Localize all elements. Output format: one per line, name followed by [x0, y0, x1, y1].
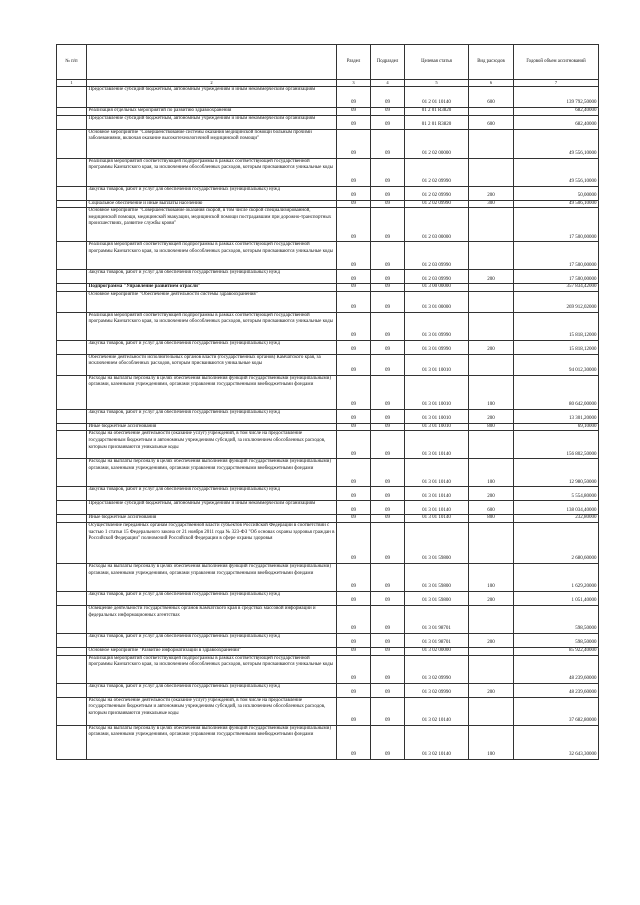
row-name: Реализация мероприятий соответствующей подпрограммы в рамках соответствующей государственной программы Камчатского края, за исключением обособленных расходов, которым присваиваются уникальные коды — [87, 242, 337, 270]
table-row — [57, 683, 599, 697]
row-section: 09 — [337, 683, 371, 697]
row-number — [57, 515, 87, 523]
row-target: 01 2 01 10140 — [405, 87, 469, 108]
row-name: Закупка товаров, работ и услуг для обеспечения государственных (муниципальных) нужд — [87, 633, 337, 647]
row-target: 01 3 01 10140 — [405, 431, 469, 459]
row-subsection: 09 — [371, 291, 405, 312]
row-type: 800 — [469, 515, 514, 523]
row-name: Расходы на выплаты персоналу в целях обеспечения выполнения функций государственными (муниципальными) органами, казенными учреждениями, органами управления государственными внебюджетными фондами — [87, 375, 337, 409]
row-number — [57, 115, 87, 129]
row-name: Расходы на обеспечение деятельности (оказание услуг) учреждений, в том числе на предоставление государственным бюджетным и автономным учреждениям субсидий, за исключением обособленных расходов, которым присваиваются уникальные коды — [87, 697, 337, 725]
table-row — [57, 291, 599, 312]
row-section: 09 — [337, 605, 371, 633]
row-subsection: 09 — [371, 647, 405, 655]
budget-table — [56, 44, 599, 760]
row-target: 01 2 01 R3820 — [405, 115, 469, 129]
row-name: Предоставление субсидий бюджетным, автономным учреждениям и иным некоммерческим организациям — [87, 87, 337, 108]
table-row — [57, 515, 599, 523]
row-type: 200 — [469, 683, 514, 697]
table-row — [57, 340, 599, 354]
table-row — [57, 208, 599, 242]
row-subsection: 09 — [371, 633, 405, 647]
table-row — [57, 409, 599, 423]
row-type — [469, 605, 514, 633]
row-number — [57, 158, 87, 186]
table-row — [57, 633, 599, 647]
row-target: 01 3 00 00000 — [405, 284, 469, 292]
row-number — [57, 563, 87, 591]
row-target: 01 3 02 10140 — [405, 725, 469, 759]
row-type: 300 — [469, 200, 514, 208]
row-target: 01 3 02 00000 — [405, 647, 469, 655]
table-row — [57, 87, 599, 108]
row-subsection: 09 — [371, 605, 405, 633]
row-name: Предоставление субсидий бюджетным, автономным учреждениям и иным некоммерческим организациям — [87, 501, 337, 515]
row-section: 09 — [337, 655, 371, 683]
row-amount: 15 818,12000 — [514, 340, 599, 354]
row-amount: 1 629,20000 — [514, 563, 599, 591]
row-name: Предоставление субсидий бюджетным, автономным учреждениям и иным некоммерческим организациям — [87, 115, 337, 129]
row-name: Основное мероприятие "Развитие информатизации в здравоохранении" — [87, 647, 337, 655]
row-section: 09 — [337, 129, 371, 158]
row-target: 01 3 01 98701 — [405, 633, 469, 647]
row-subsection: 09 — [371, 423, 405, 431]
row-subsection: 09 — [371, 186, 405, 200]
row-section: 09 — [337, 633, 371, 647]
row-section: 09 — [337, 423, 371, 431]
row-number — [57, 87, 87, 108]
row-type — [469, 242, 514, 270]
row-number — [57, 186, 87, 200]
row-section: 09 — [337, 312, 371, 340]
row-target: 01 3 01 10010 — [405, 409, 469, 423]
row-name: Расходы на выплаты персоналу в целях обеспечения выполнения функций государственными (муниципальными) органами, казенными учреждениями, органами управления государственными внебюджетными фондами — [87, 459, 337, 487]
row-name: Расходы на выплаты персоналу в целях обеспечения выполнения функций государственными (муниципальными) органами, казенными учреждениями, органами управления государственными внебюджетными фондами — [87, 725, 337, 759]
row-subsection: 09 — [371, 270, 405, 284]
row-type — [469, 129, 514, 158]
row-amount: 139 792,50000 — [514, 87, 599, 108]
row-target: 01 3 02 09990 — [405, 655, 469, 683]
column-number: 3 — [337, 80, 371, 87]
row-name: Обеспечение деятельности исполнительных органов власти (государственных органов) Камчатского края, за исключением обособленных расходов, которым присваиваются уникальные коды — [87, 354, 337, 375]
row-name: Подпрограмма "Управление развитием отрасли" — [87, 284, 337, 292]
row-type: 100 — [469, 563, 514, 591]
table-row — [57, 375, 599, 409]
table-row — [57, 115, 599, 129]
row-type — [469, 312, 514, 340]
row-amount: 49 506,10000 — [514, 200, 599, 208]
row-section: 09 — [337, 459, 371, 487]
table-row — [57, 431, 599, 459]
row-number — [57, 200, 87, 208]
table-row — [57, 655, 599, 683]
table-row — [57, 487, 599, 501]
row-amount: 12 980,50000 — [514, 459, 599, 487]
header-name — [87, 45, 337, 80]
row-subsection: 09 — [371, 115, 405, 129]
row-number — [57, 605, 87, 633]
row-target: 01 3 01 09990 — [405, 340, 469, 354]
row-type: 800 — [469, 423, 514, 431]
row-type — [469, 291, 514, 312]
table-row — [57, 697, 599, 725]
row-number — [57, 647, 87, 655]
header-subsection: Подраздел — [371, 45, 405, 80]
header-type: Вид расходов — [469, 45, 514, 80]
column-number: 7 — [514, 80, 599, 87]
row-section: 09 — [337, 340, 371, 354]
row-subsection: 09 — [371, 501, 405, 515]
row-section: 09 — [337, 270, 371, 284]
table-row — [57, 158, 599, 186]
row-name: Закупка товаров, работ и услуг для обеспечения государственных (муниципальных) нужд — [87, 591, 337, 605]
row-number — [57, 312, 87, 340]
row-amount: 138 034,40000 — [514, 501, 599, 515]
row-subsection: 09 — [371, 242, 405, 270]
row-target: 01 3 01 10140 — [405, 487, 469, 501]
row-section: 09 — [337, 354, 371, 375]
row-number — [57, 270, 87, 284]
row-number — [57, 501, 87, 515]
row-section: 09 — [337, 108, 371, 116]
row-name: Основное мероприятие "Совершенствование системы оказания медицинской помощи больным прочими заболеваниями, включая оказание высокотехнологичной медицинской помощи" — [87, 129, 337, 158]
row-subsection: 09 — [371, 459, 405, 487]
row-number — [57, 409, 87, 423]
row-target: 01 3 01 98701 — [405, 605, 469, 633]
row-type — [469, 208, 514, 242]
row-amount: 17 500,00000 — [514, 242, 599, 270]
row-subsection: 09 — [371, 158, 405, 186]
row-target: 01 3 01 59800 — [405, 591, 469, 605]
row-name: Социальное обеспечение и иные выплаты населению — [87, 200, 337, 208]
table-row — [57, 312, 599, 340]
row-amount: 15 818,12000 — [514, 312, 599, 340]
row-number — [57, 591, 87, 605]
row-section: 09 — [337, 725, 371, 759]
row-type — [469, 158, 514, 186]
row-number — [57, 284, 87, 292]
row-target: 01 3 01 10010 — [405, 354, 469, 375]
table-row — [57, 522, 599, 563]
row-number — [57, 633, 87, 647]
row-section: 09 — [337, 515, 371, 523]
row-number — [57, 354, 87, 375]
table-row — [57, 242, 599, 270]
row-type: 600 — [469, 501, 514, 515]
row-type: 200 — [469, 409, 514, 423]
row-amount: 37 682,80000 — [514, 697, 599, 725]
table-row — [57, 200, 599, 208]
row-amount: 232,80000 — [514, 515, 599, 523]
row-subsection: 09 — [371, 200, 405, 208]
row-number — [57, 108, 87, 116]
row-type — [469, 431, 514, 459]
row-type: 600 — [469, 87, 514, 108]
row-amount: 80 642,00000 — [514, 375, 599, 409]
row-section: 09 — [337, 200, 371, 208]
header-no: № п/п — [57, 45, 87, 80]
column-number: 4 — [371, 80, 405, 87]
row-target: 01 2 02 09990 — [405, 158, 469, 186]
table-row — [57, 647, 599, 655]
row-section: 09 — [337, 158, 371, 186]
row-type — [469, 522, 514, 563]
table-row — [57, 591, 599, 605]
row-number — [57, 655, 87, 683]
row-target: 01 3 01 10140 — [405, 501, 469, 515]
row-amount: 156 802,50000 — [514, 431, 599, 459]
row-name: Освещение деятельности государственных органов Камчатского края в средствах массовой информации и федеральных информационных агентствах — [87, 605, 337, 633]
row-amount: 357 834,42000 — [514, 284, 599, 292]
row-section: 09 — [337, 591, 371, 605]
row-type: 200 — [469, 487, 514, 501]
row-amount: 17 500,00000 — [514, 208, 599, 242]
row-amount: 682,40000 — [514, 115, 599, 129]
row-name: Реализация мероприятий соответствующей подпрограммы в рамках соответствующей государственной программы Камчатского края, за исключением обособленных расходов, которым присваиваются уникальные коды — [87, 655, 337, 683]
table-row — [57, 186, 599, 200]
row-subsection: 09 — [371, 522, 405, 563]
row-subsection: 09 — [371, 208, 405, 242]
row-section: 09 — [337, 375, 371, 409]
row-type: 100 — [469, 725, 514, 759]
row-name: Иные бюджетные ассигнования — [87, 423, 337, 431]
row-section: 09 — [337, 87, 371, 108]
row-section: 09 — [337, 431, 371, 459]
row-name: Осуществление переданных органам государственной власти субъектов Российской Федерации в соответствии с частью 1 статьи 15 Федерального закона от 21 ноября 2011 года № 323-ФЗ "Об основах охраны здоровья граждан в Российской Федерации" полномочий Российской Федерации в сфере охраны здоровья — [87, 522, 337, 563]
row-number — [57, 683, 87, 697]
budget-table-page — [56, 44, 598, 760]
row-target: 01 3 01 10010 — [405, 423, 469, 431]
row-type: 100 — [469, 375, 514, 409]
row-target: 01 2 02 00000 — [405, 129, 469, 158]
row-section: 09 — [337, 115, 371, 129]
row-subsection: 09 — [371, 683, 405, 697]
row-subsection: 09 — [371, 487, 405, 501]
row-section: 09 — [337, 291, 371, 312]
row-target: 01 2 02 09990 — [405, 200, 469, 208]
row-section: 09 — [337, 647, 371, 655]
row-name: Основное мероприятие "Обеспечение деятельности системы здравоохранения" — [87, 291, 337, 312]
row-amount: 49 556,10000 — [514, 129, 599, 158]
header-amount: Годовой объем ассигнований — [514, 45, 599, 80]
table-row — [57, 459, 599, 487]
row-amount: 48 239,60000 — [514, 683, 599, 697]
row-amount: 94 012,30000 — [514, 354, 599, 375]
row-section: 09 — [337, 563, 371, 591]
row-type: 100 — [469, 459, 514, 487]
table-row — [57, 129, 599, 158]
row-target: 01 2 01 R3820 — [405, 108, 469, 116]
row-section: 09 — [337, 697, 371, 725]
row-number — [57, 129, 87, 158]
row-type: 200 — [469, 186, 514, 200]
row-type — [469, 647, 514, 655]
row-type: 600 — [469, 115, 514, 129]
row-number — [57, 487, 87, 501]
row-subsection: 09 — [371, 431, 405, 459]
row-subsection: 09 — [371, 655, 405, 683]
row-number — [57, 208, 87, 242]
row-name: Реализация мероприятий соответствующей подпрограммы в рамках соответствующей государственной программы Камчатского края, за исключением обособленных расходов, которым присваиваются уникальные коды — [87, 312, 337, 340]
row-amount: 49 556,10000 — [514, 158, 599, 186]
row-type — [469, 108, 514, 116]
row-amount: 48 239,60000 — [514, 655, 599, 683]
row-subsection: 09 — [371, 515, 405, 523]
table-row — [57, 108, 599, 116]
row-type: 200 — [469, 340, 514, 354]
row-number — [57, 291, 87, 312]
row-name: Закупка товаров, работ и услуг для обеспечения государственных (муниципальных) нужд — [87, 270, 337, 284]
row-amount: 32 643,30000 — [514, 725, 599, 759]
header-section: Раздел — [337, 45, 371, 80]
row-amount: 17 500,00000 — [514, 270, 599, 284]
row-type — [469, 697, 514, 725]
row-amount: 1 051,40000 — [514, 591, 599, 605]
table-row — [57, 501, 599, 515]
row-target: 01 3 01 10140 — [405, 459, 469, 487]
row-type: 200 — [469, 633, 514, 647]
table-row — [57, 563, 599, 591]
row-name: Реализация отдельных мероприятий по развитию здравоохранения — [87, 108, 337, 116]
column-number-row — [57, 80, 599, 87]
table-row — [57, 423, 599, 431]
row-number — [57, 423, 87, 431]
row-target: 01 2 03 00000 — [405, 208, 469, 242]
row-amount: 682,40000 — [514, 108, 599, 116]
row-subsection: 09 — [371, 312, 405, 340]
table-row — [57, 725, 599, 759]
row-target: 01 2 03 09990 — [405, 270, 469, 284]
row-subsection: 09 — [371, 340, 405, 354]
row-name: Расходы на обеспечение деятельности (оказание услуг) учреждений, в том числе на предоставление государственным бюджетным и автономным учреждениям субсидий, за исключением обособленных расходов, которым присваиваются уникальные коды — [87, 431, 337, 459]
row-target: 01 3 01 10140 — [405, 515, 469, 523]
table-row — [57, 284, 599, 292]
row-amount: 85 922,40000 — [514, 647, 599, 655]
row-name: Закупка товаров, работ и услуг для обеспечения государственных (муниципальных) нужд — [87, 186, 337, 200]
row-number — [57, 431, 87, 459]
row-section: 09 — [337, 409, 371, 423]
row-subsection: 09 — [371, 284, 405, 292]
row-number — [57, 522, 87, 563]
row-subsection: 09 — [371, 563, 405, 591]
row-amount: 598,50000 — [514, 633, 599, 647]
row-amount: 2 680,60000 — [514, 522, 599, 563]
row-type — [469, 284, 514, 292]
row-number — [57, 340, 87, 354]
row-subsection: 09 — [371, 108, 405, 116]
row-target: 01 3 02 09990 — [405, 683, 469, 697]
row-subsection: 09 — [371, 409, 405, 423]
table-header-row — [57, 45, 599, 80]
row-name: Расходы на выплаты персоналу в целях обеспечения выполнения функций государственными (муниципальными) органами, казенными учреждениями, органами управления государственными внебюджетными фондами — [87, 563, 337, 591]
column-number: 5 — [405, 80, 469, 87]
row-number — [57, 697, 87, 725]
row-amount: 598,50000 — [514, 605, 599, 633]
row-amount: 5 554,80000 — [514, 487, 599, 501]
row-subsection: 09 — [371, 697, 405, 725]
row-amount: 50,00000 — [514, 186, 599, 200]
row-target: 01 2 02 09990 — [405, 186, 469, 200]
row-number — [57, 725, 87, 759]
row-name: Закупка товаров, работ и услуг для обеспечения государственных (муниципальных) нужд — [87, 683, 337, 697]
table-row — [57, 354, 599, 375]
row-target: 01 3 02 10140 — [405, 697, 469, 725]
row-type — [469, 354, 514, 375]
row-subsection: 09 — [371, 354, 405, 375]
row-number — [57, 242, 87, 270]
row-target: 01 3 01 09990 — [405, 312, 469, 340]
row-section: 09 — [337, 487, 371, 501]
row-amount: 269 912,02000 — [514, 291, 599, 312]
row-subsection: 09 — [371, 375, 405, 409]
row-name: Иные бюджетные ассигнования — [87, 515, 337, 523]
column-number: 1 — [57, 80, 87, 87]
row-type — [469, 655, 514, 683]
row-target: 01 3 01 10010 — [405, 375, 469, 409]
row-amount: 69,10000 — [514, 423, 599, 431]
row-section: 09 — [337, 208, 371, 242]
row-section: 09 — [337, 284, 371, 292]
row-subsection: 09 — [371, 725, 405, 759]
row-subsection: 09 — [371, 591, 405, 605]
row-type: 200 — [469, 270, 514, 284]
row-section: 09 — [337, 242, 371, 270]
row-target: 01 3 01 59800 — [405, 563, 469, 591]
row-name: Закупка товаров, работ и услуг для обеспечения государственных (муниципальных) нужд — [87, 487, 337, 501]
column-number: 6 — [469, 80, 514, 87]
row-number — [57, 375, 87, 409]
row-section: 09 — [337, 501, 371, 515]
row-type: 200 — [469, 591, 514, 605]
row-subsection: 09 — [371, 87, 405, 108]
row-name: Закупка товаров, работ и услуг для обеспечения государственных (муниципальных) нужд — [87, 409, 337, 423]
row-subsection: 09 — [371, 129, 405, 158]
table-row — [57, 605, 599, 633]
row-name: Основное мероприятие "Совершенствование оказания скорой, в том числе скорой специализированной, медицинской помощи, медицинской эвакуации, медицинской помощи пострадавшим при дорожно-транспортных происшествиях, развитие службы крови" — [87, 208, 337, 242]
row-target: 01 3 01 00000 — [405, 291, 469, 312]
row-section: 09 — [337, 522, 371, 563]
row-number — [57, 459, 87, 487]
row-name: Закупка товаров, работ и услуг для обеспечения государственных (муниципальных) нужд — [87, 340, 337, 354]
row-section: 09 — [337, 186, 371, 200]
row-target: 01 3 01 59800 — [405, 522, 469, 563]
row-target: 01 2 03 09990 — [405, 242, 469, 270]
table-row — [57, 270, 599, 284]
column-number: 2 — [87, 80, 337, 87]
header-target: Целевая статья — [405, 45, 469, 80]
row-amount: 13 301,20000 — [514, 409, 599, 423]
row-name: Реализация мероприятий соответствующей подпрограммы в рамках соответствующей государственной программы Камчатского края, за исключением обособленных расходов, которым присваиваются уникальные коды — [87, 158, 337, 186]
